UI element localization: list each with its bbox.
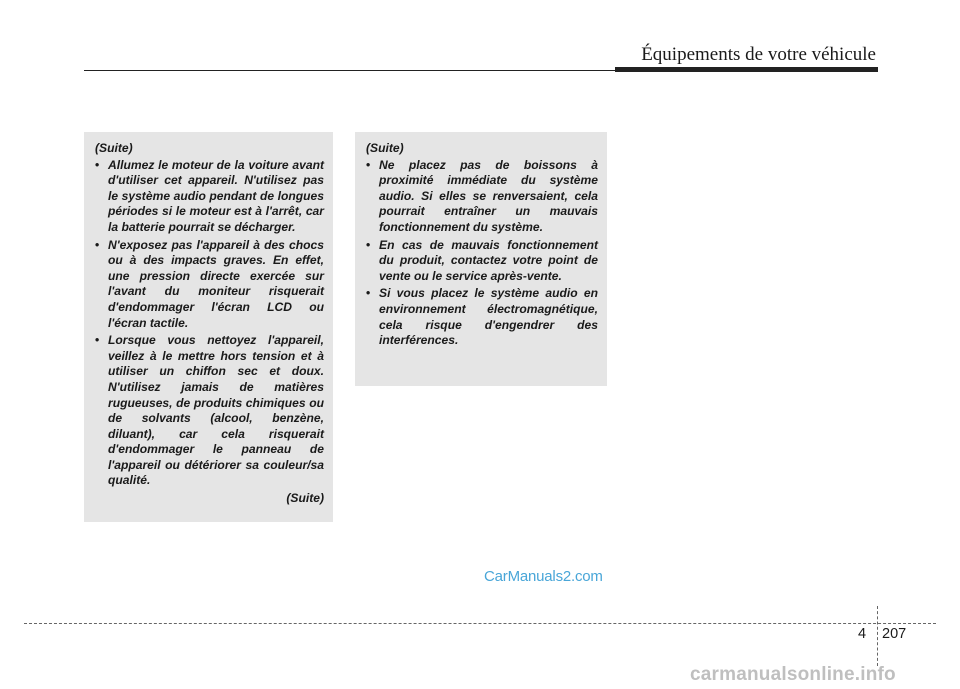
section-title: Équipements de votre véhicule — [641, 44, 876, 65]
page-number: 207 — [882, 626, 907, 642]
caution-item: • Ne placez pas de boissons à proximité immédiate du système audio. Si elles se renversaient, cela pourrait entraîner un mauvais fonctionnement du système. — [364, 158, 598, 236]
continued-label-top: (Suite) — [95, 141, 133, 155]
caution-item: • Lorsque vous nettoyez l'appareil, veillez à le mettre hors tension et à utiliser un chiffon sec et doux. N'utilisez jamais de matières rugueuses, de produits chimiques ou de solvants (alcool, benzène, diluant), car cela risquerait d'endommager le panneau de l'appareil ou détériorer sa couleur/sa qualité. — [93, 333, 324, 489]
caution-list — [93, 158, 324, 489]
header-divider-accent — [615, 67, 878, 72]
watermark-site: carmanualsonline.info — [690, 664, 896, 685]
caution-item: • Allumez le moteur de la voiture avant d'utiliser cet appareil. N'utilisez pas le système audio pendant de longues périodes si le moteur est à l'arrêt, car la batterie pourrait se décharger. — [93, 158, 324, 236]
continued-label-top: (Suite) — [366, 141, 404, 155]
footer-page-separator — [877, 606, 878, 666]
caution-item: • En cas de mauvais fonctionnement du produit, contactez votre point de vente ou le service après-vente. — [364, 238, 598, 285]
caution-item: • Si vous placez le système audio en environnement électromagnétique, cela risque d'engendrer des interférences. — [364, 286, 598, 348]
caution-panel-left — [84, 132, 333, 522]
footer-divider — [24, 623, 936, 624]
watermark-link[interactable]: CarManuals2.com — [484, 568, 603, 585]
caution-panel-right — [355, 132, 607, 386]
caution-item: • N'exposez pas l'appareil à des chocs ou à des impacts graves. En effet, une pression directe exercée sur l'avant du moniteur risquerait d'endommager l'écran LCD ou l'écran tactile. — [93, 238, 324, 332]
continued-label-bottom: (Suite) — [286, 491, 324, 506]
chapter-number: 4 — [858, 626, 867, 642]
caution-list — [364, 158, 598, 349]
